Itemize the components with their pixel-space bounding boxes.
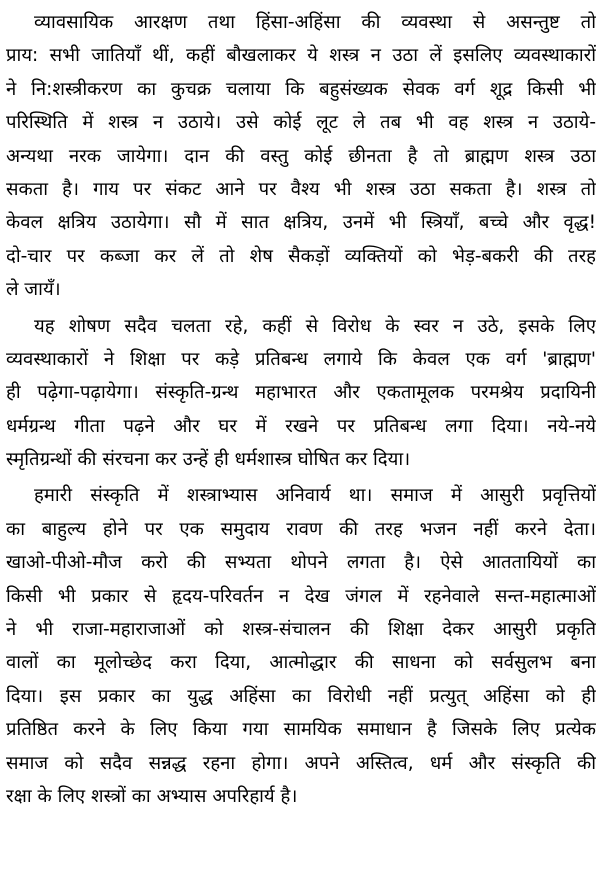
- text-line: धर्मग्रन्थ गीता पढ़ने और घर में रखने पर प्रतिबन्ध लगा दिया। नये-नये: [6, 415, 596, 437]
- text-line: किसी भी प्रकार से हृदय-परिवर्तन न देख जंगल में रहनेवाले सन्त-महात्माओं: [6, 585, 596, 607]
- text-line: अन्यथा नरक जायेगा। दान की वस्तु कोई छीनता है तो ब्राह्मण शस्त्र उठा: [6, 145, 596, 167]
- text-line: स्मृतिग्रन्थों की संरचना कर उन्हें ही धर्मशास्त्र घोषित कर दिया।: [6, 449, 411, 471]
- text-line: समाज को सदैव सन्नद्ध रहना होगा। अपने अस्तित्व, धर्म और संस्कृति की: [6, 752, 596, 774]
- text-line: रक्षा के लिए शस्त्रों का अभ्यास अपरिहार्य है।: [6, 785, 298, 807]
- text-line: केवल क्षत्रिय उठायेगा। सौ में सात क्षत्रिय, उनमें भी स्त्रियाँ, बच्चे और वृद्ध!: [6, 212, 596, 234]
- document-page: [6, 6, 596, 813]
- text-line: हमारी संस्कृति में शस्त्राभ्यास अनिवार्य था। समाज में आसुरी प्रवृत्तियों: [34, 485, 596, 507]
- text-line: ने भी राजा-महाराजाओं को शस्त्र-संचालन की शिक्षा देकर आसुरी प्रकृति: [6, 619, 596, 641]
- text-line: ने नि:शस्त्रीकरण का कुचक्र चलाया कि बहुसंख्यक सेवक वर्ग शूद्र किसी भी: [6, 78, 596, 100]
- text-line: दिया। इस प्रकार का युद्ध अहिंसा का विरोधी नहीं प्रत्युत् अहिंसा को ही: [6, 685, 596, 707]
- text-line: परिस्थिति में शस्त्र न उठाये। उसे कोई लूट ले तब भी वह शस्त्र न उठाये-: [6, 112, 596, 134]
- text-line: प्राय: सभी जातियाँ थीं, कहीं बौखलाकर ये शस्त्र न उठा लें इसलिए व्यवस्थाकारों: [6, 45, 596, 67]
- text-line: सकता है। गाय पर संकट आने पर वैश्य भी शस्त्र उठा सकता है। शस्त्र तो: [6, 178, 596, 200]
- paragraph: [6, 6, 596, 307]
- text-line: व्यवस्थाकारों ने शिक्षा पर कड़े प्रतिबन्ध लगाये कि केवल एक वर्ग 'ब्राह्मण': [6, 348, 596, 370]
- text-line: ही पढ़ेगा-पढ़ायेगा। संस्कृति-ग्रन्थ महाभारत और एकतामूलक परमश्रेय प्रदायिनी: [6, 382, 596, 404]
- text-line: यह शोषण सदैव चलता रहे, कहीं से विरोध के स्वर न उठे, इसके लिए: [34, 315, 596, 337]
- text-line: दो-चार पर कब्जा कर लें तो शेष सैकड़ों व्यक्तियों को भेड़-बकरी की तरह: [6, 245, 596, 267]
- text-line: वालों का मूलोच्छेद करा दिया, आत्मोद्धार की साधना को सर्वसुलभ बना: [6, 652, 596, 674]
- paragraph: [6, 310, 596, 477]
- text-line: का बाहुल्य होने पर एक समुदाय रावण की तरह भजन नहीं करने देता।: [6, 518, 596, 540]
- text-line: खाओ-पीओ-मौज करो की सभ्यता थोपने लगता है। ऐसे आततायियों का: [6, 552, 596, 574]
- text-line: व्यावसायिक आरक्षण तथा हिंसा-अहिंसा की व्यवस्था से असन्तुष्ट तो: [34, 12, 596, 33]
- text-line: ले जायँ।: [6, 279, 61, 301]
- text-line: प्रतिष्ठित करने के लिए किया गया सामयिक समाधान है जिसके लिए प्रत्येक: [6, 719, 596, 741]
- paragraph: [6, 479, 596, 813]
